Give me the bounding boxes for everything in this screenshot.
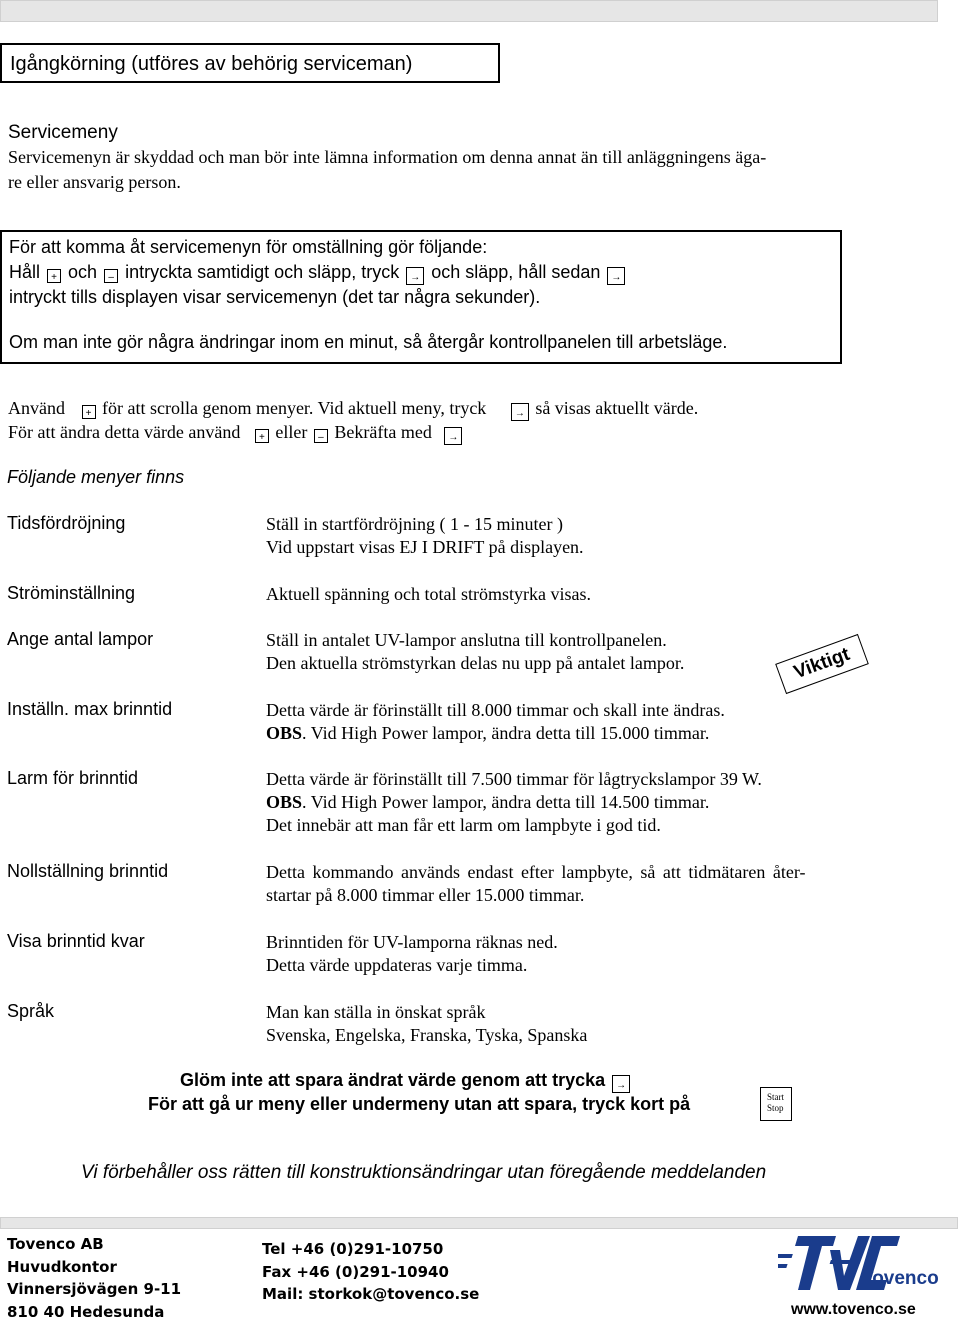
service-heading: Servicemeny [8,122,118,144]
menu-label-ange-antal-lampor: Ange antal lampor [7,629,153,650]
arrow-key-icon: → [406,267,424,285]
menu-desc-line: Detta värde uppdateras varje timma. [266,954,558,977]
reminder-line1 [180,1070,632,1093]
plus-key-icon: + [255,429,269,443]
instruction-text: Håll [9,262,40,282]
usage-text: eller [275,422,307,442]
menu-desc-line: Detta värde är förinställt till 8.000 timmar och skall inte ändras. [266,699,725,722]
usage-text: för att scrolla genom menyer. Vid aktuell meny, tryck [102,398,486,418]
bottom-bar [0,1217,958,1229]
menu-desc-line: Brinntiden för UV-lamporna räknas ned. [266,931,558,954]
instruction-line2 [9,262,627,285]
page-title: Igångkörning (utföres av behörig serviceman) [10,53,412,76]
menu-desc-visa-brinntid [266,931,558,977]
logo-text: Tovenco [862,1268,939,1289]
arrow-key-icon: → [612,1075,630,1093]
usage-text: Använd [8,398,65,418]
stop-label: Stop [767,1103,791,1114]
menu-desc-line: startar på 8.000 timmar eller 15.000 timmar. [266,884,805,907]
menus-heading: Följande menyer finns [7,467,184,488]
menu-desc-line: Den aktuella strömstyrkan delas nu upp på antalet lampor. [266,652,684,675]
menu-desc-text: Vid High Power lampor, ändra detta till 15.000 timmar. [311,723,710,743]
instruction-line3: intryckt tills displayen visar servicemenyn (det tar några sekunder). [9,287,540,308]
instruction-text: och släpp, håll sedan [431,262,600,282]
footer-mail[interactable]: Mail: storkok@tovenco.se [262,1283,479,1306]
menu-desc-tidsfordrojning [266,513,584,559]
menu-desc-line: OBS. Vid High Power lampor, ändra detta till 14.500 timmar. [266,791,762,814]
footer-city: 810 40 Hedesunda [7,1301,181,1323]
obs-label: OBS [266,723,302,743]
service-intro-line2: re eller ansvarig person. [8,172,181,193]
menu-desc-larm-brinntid [266,768,762,837]
reminder-line2: För att gå ur meny eller undermeny utan att spara, tryck kort på [148,1094,690,1115]
instruction-text: intryckta samtidigt och släpp, tryck [125,262,399,282]
footer-fax: Fax +46 (0)291-10940 [262,1261,479,1284]
reminder-text: Glöm inte att spara ändrat värde genom att trycka [180,1070,605,1090]
menu-label-tidsfordrojning: Tidsfördröjning [7,513,125,534]
usage-line2 [8,422,464,445]
footer-office: Huvudkontor [7,1256,181,1279]
menu-desc-line: Detta kommando används endast efter lampbyte, så att tidmätaren åter- [266,861,805,884]
plus-key-icon: + [82,405,96,419]
menu-desc-strominstallning [266,583,591,606]
menu-desc-line: Svenska, Engelska, Franska, Tyska, Spanska [266,1024,587,1047]
arrow-key-icon: → [511,403,529,421]
footer-street: Vinnersjövägen 9-11 [7,1278,181,1301]
top-bar [0,0,938,22]
start-stop-key-icon [760,1087,792,1121]
menu-desc-line: Man kan ställa in önskat språk [266,1001,587,1024]
menu-label-sprak: Språk [7,1001,54,1022]
menu-label-larm-brinntid: Larm för brinntid [7,768,138,789]
footer-contact [262,1238,479,1306]
service-intro-line1: Servicemenyn är skyddad och man bör inte lämna information om denna annat än till anläggningens äga- [8,147,766,168]
menu-label-max-brinntid: Inställn. max brinntid [7,699,172,720]
instruction-box [0,230,842,364]
menu-label-visa-brinntid: Visa brinntid kvar [7,931,145,952]
obs-label: OBS [266,792,302,812]
minus-key-icon: – [314,429,328,443]
footer-website[interactable]: www.tovenco.se [791,1301,916,1319]
footer-tel: Tel +46 (0)291-10750 [262,1238,479,1261]
instruction-line4: Om man inte gör några ändringar inom en minut, så återgår kontrollpanelen till arbetsläge. [9,332,727,353]
menu-desc-line: Ställ in antalet UV-lampor anslutna till kontrollpanelen. [266,629,684,652]
menu-desc-line: Detta värde är förinställt till 7.500 timmar för lågtryckslampor 39 W. [266,768,762,791]
instruction-text: och [68,262,97,282]
company-logo [778,1232,940,1300]
title-box [0,43,500,83]
menu-desc-sprak [266,1001,587,1047]
minus-key-icon: – [104,269,118,283]
tovenco-logo-icon [778,1232,940,1300]
menu-desc-line: Det innebär att man får ett larm om lampbyte i god tid. [266,814,762,837]
footer-company: Tovenco AB [7,1233,181,1256]
start-label: Start [767,1092,791,1103]
menu-desc-nollstallning [266,861,805,907]
disclaimer: Vi förbehåller oss rätten till konstruktionsändringar utan föregående meddelanden [81,1162,766,1184]
usage-text: Bekräfta med [334,422,431,442]
usage-text: så visas aktuellt värde. [535,398,698,418]
plus-key-icon: + [47,269,61,283]
usage-line1 [8,398,698,421]
menu-desc-text: Vid High Power lampor, ändra detta till 14.500 timmar. [311,792,710,812]
menu-desc-line: Ställ in startfördröjning ( 1 - 15 minuter ) [266,513,584,536]
footer-address [7,1233,181,1323]
menu-desc-line: Vid uppstart visas EJ I DRIFT på displayen. [266,536,584,559]
menu-label-nollstallning: Nollställning brinntid [7,861,168,882]
menu-desc-line: Aktuell spänning och total strömstyrka visas. [266,583,591,606]
arrow-key-icon: → [607,267,625,285]
menu-desc-max-brinntid [266,699,725,745]
important-stamp: Viktigt [775,634,869,694]
menu-label-strominstallning: Ströminställning [7,583,135,604]
arrow-key-icon: → [444,427,462,445]
menu-desc-ange-antal-lampor [266,629,684,675]
menu-desc-line: OBS. Vid High Power lampor, ändra detta till 15.000 timmar. [266,722,725,745]
usage-text: För att ändra detta värde använd [8,422,240,442]
instruction-line1: För att komma åt servicemenyn för omställning gör följande: [9,237,487,258]
